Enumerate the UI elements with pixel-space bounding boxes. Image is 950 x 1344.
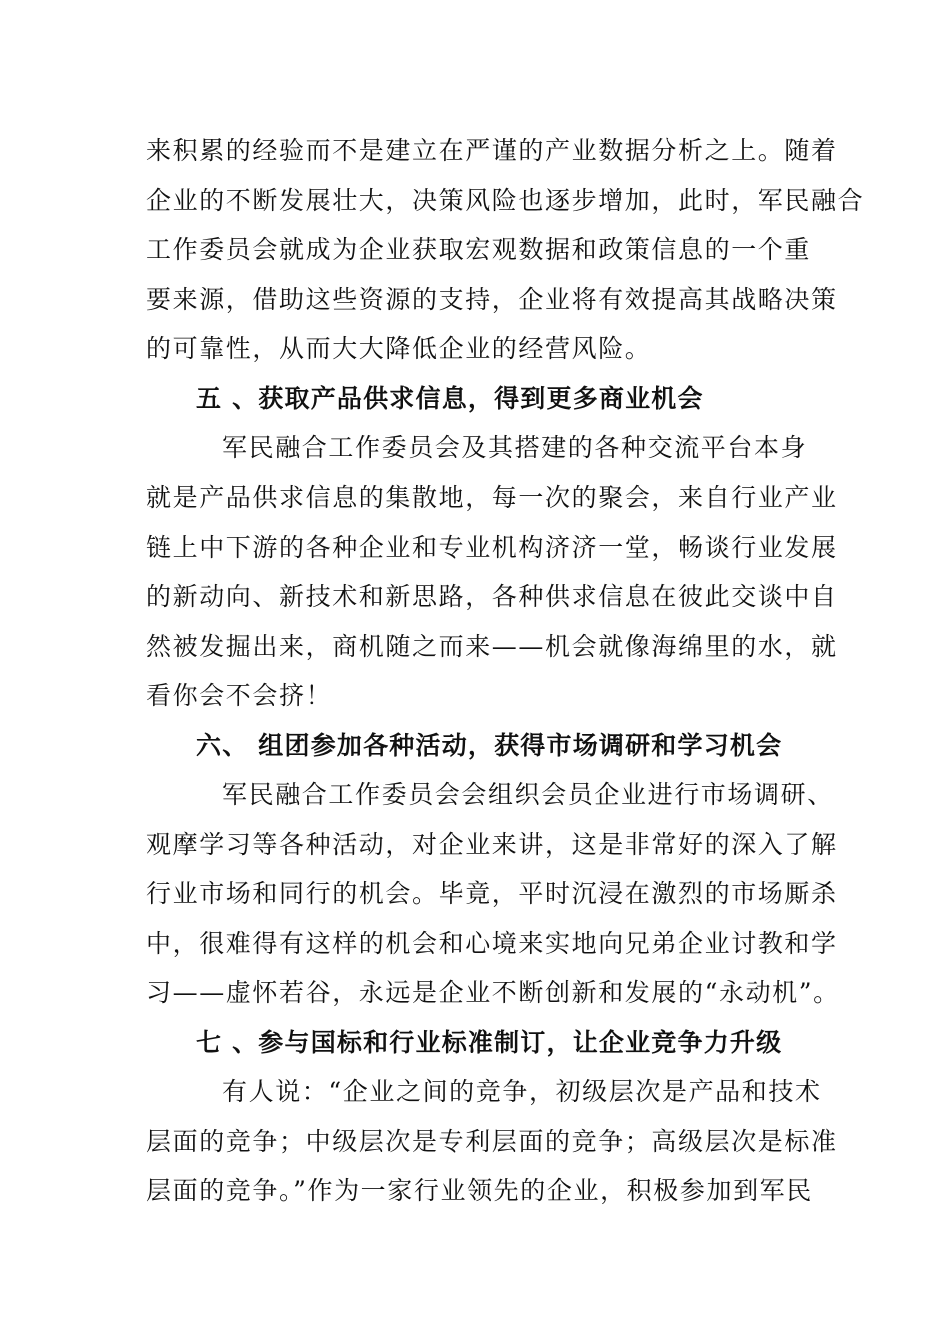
paragraph-line: 习——虚怀若谷，永远是企业不断创新和发展的“永动机”。: [146, 978, 840, 1007]
paragraph-line: 军民融合工作委员会会组织会员企业进行市场调研、: [222, 780, 834, 809]
paragraph-line: 然被发掘出来，商机随之而来——机会就像海绵里的水，就: [146, 632, 838, 661]
paragraph-line: 中，很难得有这样的机会和心境来实地向兄弟企业讨教和学: [146, 929, 838, 958]
paragraph-line: 工作委员会就成为企业获取宏观数据和政策信息的一个重: [146, 235, 812, 264]
paragraph-line: 要来源，借助这些资源的支持，企业将有效提高其战略决策: [146, 285, 838, 314]
section-heading-6: 六、 组团参加各种活动，获得市场调研和学习机会: [196, 731, 783, 760]
paragraph-line: 看你会不会挤！: [146, 681, 333, 710]
section-heading-5: 五 、获取产品供求信息，得到更多商业机会: [196, 384, 704, 413]
paragraph-line: 链上中下游的各种企业和专业机构济济一堂，畅谈行业发展: [146, 533, 838, 562]
paragraph-line: 行业市场和同行的机会。毕竟，平时沉浸在激烈的市场厮杀: [146, 879, 838, 908]
paragraph-line: 的可靠性，从而大大降低企业的经营风险。: [146, 334, 652, 363]
paragraph-line: 来积累的经验而不是建立在严谨的产业数据分析之上。随着: [146, 136, 838, 165]
paragraph-line: 的新动向、新技术和新思路，各种供求信息在彼此交谈中自: [146, 582, 838, 611]
paragraph-line: 观摩学习等各种活动，对企业来讲，这是非常好的深入了解: [146, 830, 838, 859]
section-heading-7: 七 、参与国标和行业标准制订，让企业竞争力升级: [196, 1028, 783, 1057]
paragraph-line: 就是产品供求信息的集散地，每一次的聚会，来自行业产业: [146, 483, 838, 512]
paragraph-line: 有人说：“企业之间的竞争，初级层次是产品和技术: [222, 1077, 822, 1106]
paragraph-line: 层面的竞争；中级层次是专利层面的竞争；高级层次是标准: [146, 1127, 838, 1156]
paragraph-line: 企业的不断发展壮大，决策风险也逐步增加，此时，军民融合: [146, 186, 865, 215]
paragraph-line: 层面的竞争。”作为一家行业领先的企业，积极参加到军民: [146, 1176, 813, 1205]
paragraph-line: 军民融合工作委员会及其搭建的各种交流平台本身: [222, 433, 808, 462]
